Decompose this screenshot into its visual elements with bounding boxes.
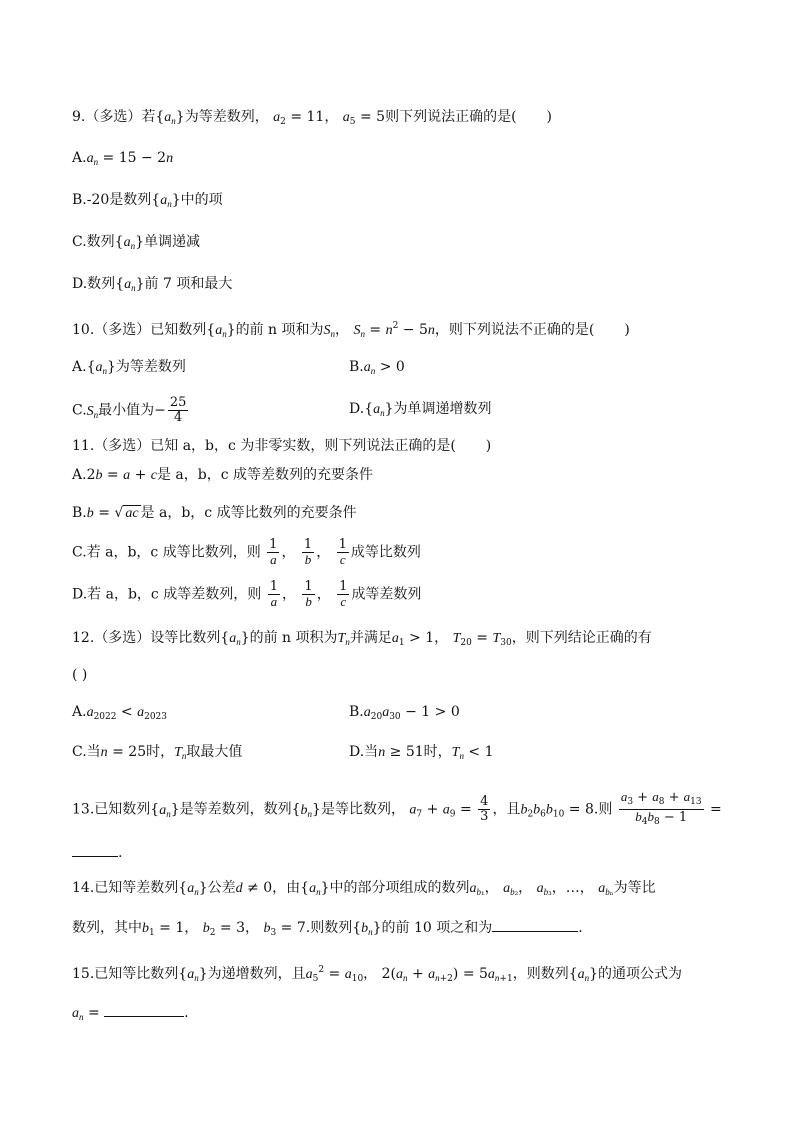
- q9-option-b: B.-20是数列$\{a_n\}$中的项: [72, 192, 223, 209]
- q10-option-d: $D.\{a_n\}$为单调递增数列: [349, 401, 492, 418]
- question-14: 14.已知等差数列$\{a_n\}$公差d ≠ 0，由$\{a_n\}$中的部分项组成的数列$a_{b_1}$， $a_{b_2}$， $a_{b_3}$，…， $a_{b_n}$为等比: [72, 880, 656, 898]
- question-15: 15.已知等比数列$\{a_n\}$为递增数列，且$a_5^2 = a_{10}$， $2(a_n + a_{n+2}) = 5a_{n+1}$，则数列$\{a_n\}$的通项公式为: [72, 965, 683, 984]
- fraction: $\frac{25}{4}$: [169, 395, 187, 425]
- q12-option-c: C.当n = 25时，$T_n$取最大值: [72, 744, 243, 761]
- q10-option-c: $C.S_n$最小值为− $\frac{25}{4}$: [72, 395, 187, 425]
- question-9-stem: 9.（多选）若$\{a_n\}$为等差数列， $a_2 = 11$， $a_5 = 5$则下列说法正确的是( ): [72, 109, 553, 127]
- q9-option-c: C.数列$\{a_n\}$单调递减: [72, 234, 201, 251]
- q9-option-d: D.数列$\{a_n\}$前 7 项和最大: [72, 276, 233, 293]
- q9-option-a: $A.a_n = 15 - 2n$: [72, 150, 174, 167]
- question-14-line2: 数列，其中$b_1 = 1$， $b_2 = 3$， $b_3 = 7$.则数列$\{b_n\}$的前 10 项之和为 .: [72, 917, 583, 943]
- q12-paren: ( ): [72, 667, 88, 683]
- q11-option-a: A.2b = a + c是 a，b，c 成等差数列的充要条件: [72, 467, 374, 483]
- q9-suffix: 则下列说法正确的是(: [385, 109, 517, 125]
- question-10-stem: 10.（多选）已知数列$\{a_n\}$的前 n 项和为$S_n$， $S_n = n^2 - 5n$，则下列说法不正确的是( ): [72, 321, 630, 339]
- q9-mid: 为等差数列，: [184, 109, 269, 125]
- q13-answer-blank[interactable]: .: [72, 842, 122, 863]
- q11-option-b: B.b = √ ac 是 a，b，c 成等比数列的充要条件: [72, 505, 357, 521]
- question-11-stem: 11.（多选）已知 a，b，c 为非零实数，则下列说法正确的是( ): [72, 438, 492, 454]
- q14-answer-blank[interactable]: [492, 917, 578, 932]
- q12-option-a: $A.a_{2022} < a_{2023}$: [72, 704, 168, 722]
- q12-option-b: $B.a_{20}a_{30} - 1 > 0$: [349, 704, 460, 722]
- question-13: 13.已知数列$\{a_n\}$是等差数列，数列$\{b_n\}$是等比数列， $a_7 + a_9$ = $\frac{4}{3}$ ，且$b_2b_6b_{10} = 8$.则 $\frac{a_3 + a_8 + a_{13}}{b_4b_8 - 1}$ =: [72, 789, 722, 827]
- question-12-stem: 12.（多选）设等比数列$\{a_n\}$的前 n 项积为$T_n$并满足$a_1 > 1$， $T_{20} = T_{30}$，则下列结论正确的有: [72, 630, 652, 648]
- q10-option-b: $B.a_n > 0$: [349, 359, 405, 376]
- q10-option-a: $A.\{a_n\}$为等差数列: [72, 359, 186, 376]
- q11-option-d: D.若 a，b，c 成等差数列，则 $\frac{1}{a}$ ， $\frac{1}{b}$ ， $\frac{1}{c}$ 成等差数列: [72, 579, 422, 609]
- q12-option-d: D.当n ≥ 51时，$T_n < 1$: [349, 744, 494, 761]
- q15-answer: $a_n$ = .: [72, 1002, 189, 1027]
- q15-answer-blank[interactable]: [104, 1002, 184, 1017]
- q11-option-c: C.若 a，b，c 成等比数列，则 $\frac{1}{a}$ ， $\frac{1}{b}$ ， $\frac{1}{c}$ 成等比数列: [72, 537, 421, 567]
- q9-prefix: 9.（多选）若: [72, 109, 156, 125]
